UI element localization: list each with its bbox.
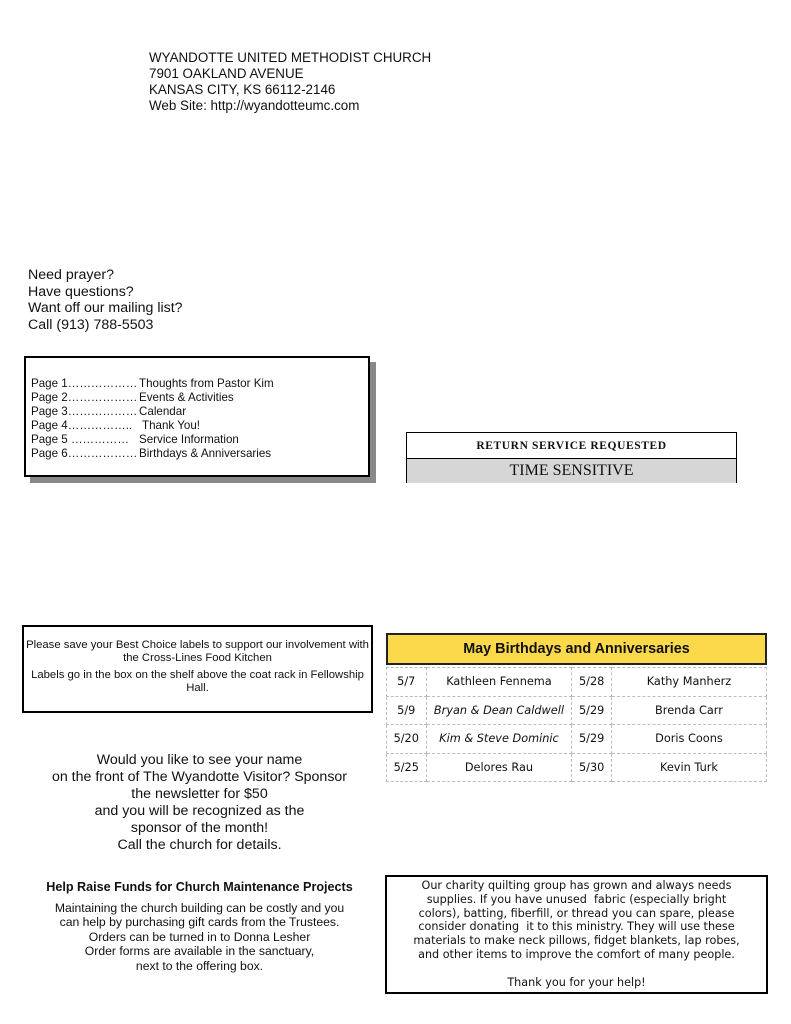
- index-item: [31, 419, 274, 433]
- table-row: [387, 668, 767, 697]
- index-title: Events & Activities: [139, 391, 234, 404]
- sponsor-line: the newsletter for $50: [131, 786, 268, 802]
- table-row: [387, 696, 767, 725]
- time-sensitive-label: TIME SENSITIVE: [407, 459, 736, 483]
- quilting-line: materials to make neck pillows, fidget blankets, lap robes,: [413, 934, 740, 948]
- anniversary-name: Bryan & Dean Caldwell: [426, 696, 572, 725]
- birthday-date: 5/25: [387, 753, 427, 782]
- church-name: WYANDOTTE UNITED METHODIST CHURCH: [149, 50, 432, 65]
- fundraising-heading: Help Raise Funds for Church Maintenance Projects: [46, 880, 353, 894]
- birthday-name: Doris Coons: [611, 725, 766, 754]
- birthday-date: 5/7: [387, 668, 427, 697]
- fundraising-line: can help by purchasing gift cards from the Trustees.: [59, 915, 340, 929]
- birthdays-title: May Birthdays and Anniversaries: [386, 633, 767, 665]
- city-state-zip: KANSAS CITY, KS 66112-2146: [149, 82, 336, 97]
- fundraising-line: Orders can be turned in to Donna Lesher: [88, 929, 311, 944]
- anniversary-name: Kim & Steve Dominic: [426, 725, 572, 754]
- labels-notice-box: [22, 625, 373, 713]
- sponsor-notice: [22, 752, 377, 854]
- birthday-name: Kathy Manherz: [611, 668, 766, 697]
- labels-paragraph: Labels go in the box on the shelf above the coat rack in Fellowship Hall.: [31, 669, 364, 694]
- index-item: [31, 391, 274, 405]
- index-item: [31, 377, 274, 391]
- contact-block: [28, 267, 183, 333]
- quilting-line: Our charity quilting group has grown and always needs: [421, 879, 732, 892]
- index-page: Page 3………………: [31, 405, 138, 418]
- index-title: Calendar: [139, 405, 187, 418]
- table-row: [387, 753, 767, 782]
- birthday-name: Delores Rau: [426, 753, 572, 782]
- sponsor-line: on the front of The Wyandotte Visitor? Sponsor: [51, 769, 348, 785]
- website: Web Site: http://wyandotteumc.com: [149, 98, 360, 113]
- sponsor-line: Call the church for details.: [117, 837, 282, 853]
- index-title: Thank You!: [139, 419, 201, 432]
- page-index-box: [24, 356, 370, 477]
- index-page: Page 2………………: [31, 391, 138, 404]
- birthday-name: Brenda Carr: [611, 696, 766, 725]
- index-page: Page 5 ……………: [31, 433, 129, 446]
- birthday-name: Kevin Turk: [611, 753, 766, 782]
- street-address: 7901 OAKLAND AVENUE: [149, 66, 304, 81]
- birthday-date: 5/30: [572, 753, 612, 782]
- contact-line: Want off our mailing list?: [28, 300, 183, 316]
- index-title: Service Information: [139, 433, 239, 446]
- birthday-date: 5/28: [572, 668, 612, 697]
- quilting-thanks: Thank you for your help!: [507, 975, 646, 989]
- fundraising-line: Order forms are available in the sanctuary,: [84, 944, 315, 958]
- index-title: Thoughts from Pastor Kim: [139, 377, 274, 390]
- birthday-date: 5/9: [387, 696, 427, 725]
- birthdays-table: [386, 667, 767, 782]
- index-item: [31, 405, 274, 419]
- fundraising-line: next to the offering box.: [135, 958, 264, 973]
- quilting-line: consider donating it to this ministry. They will use these: [418, 920, 735, 934]
- table-row: [387, 725, 767, 754]
- contact-phone: Call (913) 788-5503: [28, 316, 154, 333]
- page-index-list: [31, 377, 274, 461]
- index-item: [31, 447, 274, 461]
- sponsor-line: sponsor of the month!: [130, 820, 269, 836]
- fundraising-notice: [22, 880, 377, 973]
- index-title: Birthdays & Anniversaries: [139, 447, 272, 460]
- birthday-date: 5/29: [572, 696, 612, 725]
- fundraising-line: Maintaining the church building can be costly and you: [54, 900, 345, 915]
- sponsor-line: and you will be recognized as the: [94, 803, 305, 819]
- index-page: Page 4……………..: [31, 419, 133, 432]
- contact-line: Need prayer?: [28, 267, 114, 283]
- return-service-requested: RETURN SERVICE REQUESTED: [407, 433, 736, 459]
- return-service-box: [406, 432, 737, 483]
- index-page: Page 6………………: [31, 447, 138, 460]
- index-item: [31, 433, 274, 447]
- index-page: Page 1………………: [31, 377, 138, 390]
- birthday-name: Kathleen Fennema: [426, 668, 572, 697]
- birthday-date: 5/29: [572, 725, 612, 754]
- quilting-line: and other items to improve the comfort of many people.: [418, 947, 735, 961]
- birthday-date: 5/20: [387, 725, 427, 754]
- quilting-line: supplies. If you have unused fabric (especially bright: [426, 892, 727, 906]
- quilting-notice-box: [385, 875, 768, 994]
- quilting-line: colors), batting, fiberfill, or thread you can spare, please: [418, 906, 735, 920]
- sponsor-line: Would you like to see your name: [96, 752, 303, 768]
- contact-line: Have questions?: [28, 283, 134, 300]
- return-address: [149, 50, 431, 114]
- labels-paragraph: Please save your Best Choice labels to support our involvement with the Cross-Lines Food Kitchen: [26, 639, 369, 664]
